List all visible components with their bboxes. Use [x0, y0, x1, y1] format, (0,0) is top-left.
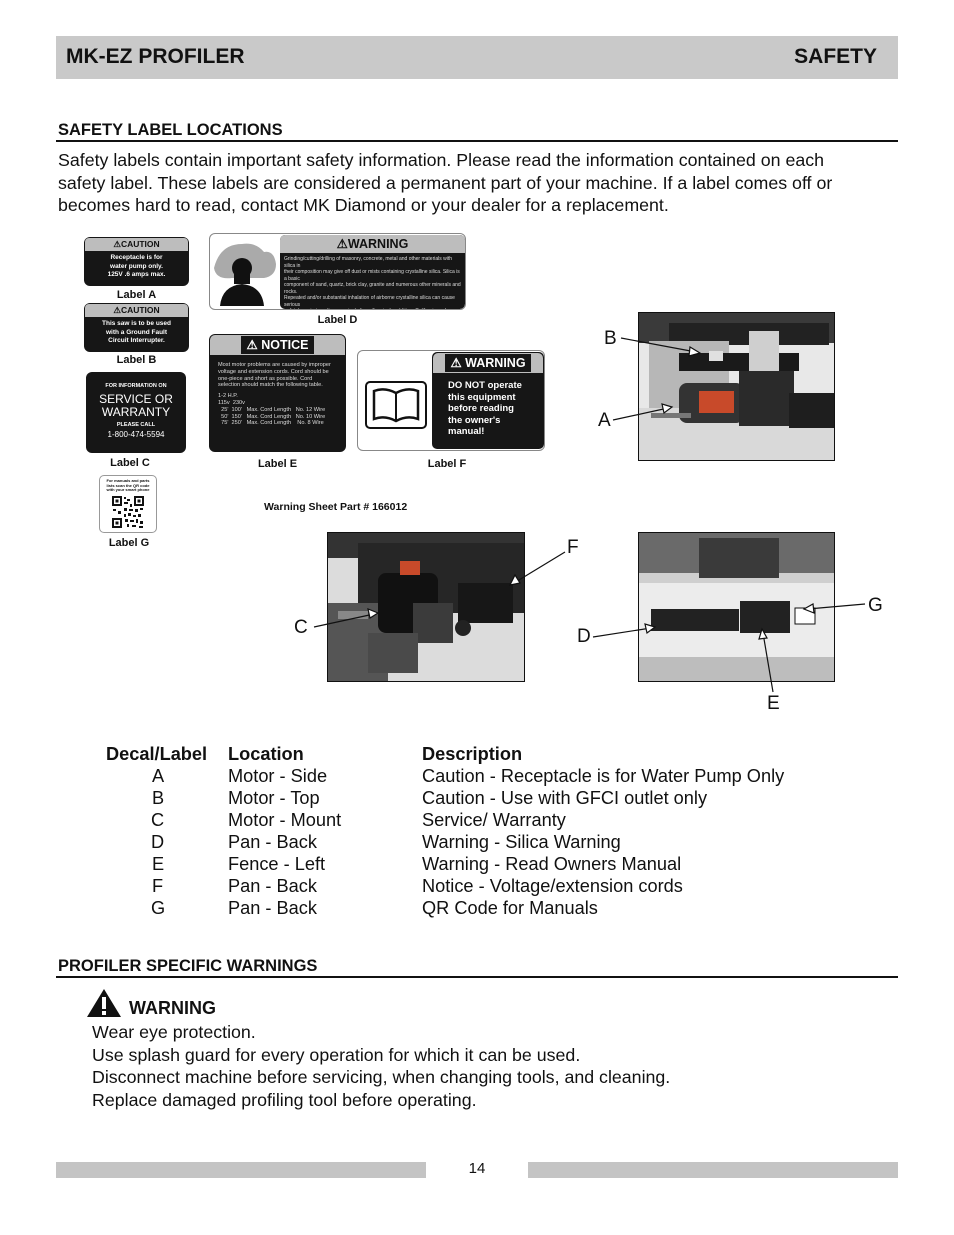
- label-e-col: 115v: [218, 399, 230, 406]
- label-f-line: DO NOT operate: [448, 380, 522, 391]
- label-e-col: 230v: [232, 399, 245, 406]
- label-b-line: with a Ground Fault: [105, 328, 168, 336]
- label-d-head: ⚠WARNING: [280, 235, 465, 253]
- label-a-line: Receptacle is for: [110, 254, 163, 261]
- header-title: MK-EZ PROFILER: [66, 45, 245, 68]
- photo-letter-d: D: [577, 626, 591, 647]
- label-e-hp: 1-2 H.P.: [218, 393, 238, 400]
- warning-list: [92, 1021, 670, 1111]
- warning-line: Use splash guard for every operation for which it can be used.: [92, 1044, 581, 1065]
- label-b-head: ⚠CAUTION: [85, 304, 188, 317]
- section-rule: [56, 976, 898, 978]
- warning-triangle-icon: ⚠: [113, 305, 121, 315]
- warning-triangle-icon: ⚠: [336, 237, 348, 251]
- page-number: 14: [468, 1160, 486, 1177]
- label-f-line: manual!: [448, 426, 485, 437]
- photo-letter-a: A: [598, 410, 611, 431]
- table-header: Decal/Label: [106, 744, 208, 764]
- table-header: Location: [228, 744, 304, 764]
- label-c-phone: 1-800-474-5594: [107, 430, 165, 439]
- label-a-head: ⚠CAUTION: [85, 238, 188, 251]
- label-b-line: This saw is to be used: [102, 320, 171, 327]
- label-g-line: For manuals and parts: [106, 478, 150, 483]
- intro-line: safety label. These labels are considered a permanent part of your machine. If a label comes off or: [58, 172, 833, 193]
- label-f-line: the owner's: [448, 414, 501, 426]
- label-e-text: voltage and extension cords. Cord should be: [218, 368, 329, 375]
- label-g-line: lists scan the QR code: [106, 482, 150, 488]
- warning-line: Disconnect machine before servicing, when changing tools, and cleaning.: [92, 1067, 671, 1087]
- photo-letter-f: F: [567, 537, 579, 558]
- label-f-line: this equipment: [448, 391, 516, 403]
- label-e-decal: ⚠ NOTICE Most motor problems are caused by improper voltage and extension cords. Cord should be one-piece and short as possible. Cord selection should match the following table. 1-2 H.P. 115v 230v 25' 100' Max. Cord Length No. 12 Wire 50' 150' Max. Cord Length No. 10 Wire 75' 250' Max. Cord Length No. 8 Wire: [209, 334, 346, 452]
- label-c-service: SERVICE OR: [99, 392, 173, 406]
- footer-bar-right: [528, 1162, 898, 1178]
- label-b-caption: Label B: [116, 354, 157, 366]
- label-d-text: Repeated and/or substantial inhalation of airborne crystalline silica can cause serious: [284, 295, 455, 308]
- label-g-line: with your smart phone: [106, 487, 150, 493]
- photo-letter-e: E: [767, 693, 780, 714]
- label-c-please: PLEASE CALL: [116, 422, 156, 428]
- warning-sheet-part: Warning Sheet Part # 166012: [264, 501, 408, 513]
- section-title-profiler-warnings: PROFILER SPECIFIC WARNINGS: [58, 957, 318, 975]
- photo-letter-c: C: [294, 617, 308, 638]
- label-e-caption: Label E: [257, 458, 298, 470]
- label-e-head: ⚠ NOTICE: [241, 336, 315, 354]
- section-title-label-locations: SAFETY LABEL LOCATIONS: [58, 121, 283, 139]
- label-f-head: ⚠ WARNING: [445, 354, 530, 372]
- decal-table: Decal/Label Location Description A Motor - Side Caution - Receptacle is for Water Pump Only B Motor - Top Caution - Use with GFCI outlet only C Motor - Mount Service/ Warranty D Pan - Back Warning - Silica Warning E Fence - Left Warning - Read Owners Manual F Pan - Back Notice - Voltage/extension cords G Pan - Back QR Code for Manuals: [106, 744, 785, 918]
- label-a-line: water pump only.: [110, 262, 163, 270]
- intro-line: Safety labels contain important safety information. Please read the information contained on each: [58, 150, 825, 170]
- warning-triangle-icon: [86, 988, 122, 1018]
- label-c-warranty: WARRANTY: [101, 405, 171, 419]
- label-b-line: Circuit Interrupter.: [108, 337, 165, 344]
- label-d-text: component of sand, quartz, brick clay, granite and numerous other minerals and rocks.: [284, 282, 461, 295]
- label-e-text: selection should match the following table.: [218, 382, 323, 389]
- label-d-text: Grinding/cutting/drilling of masonry, concrete, metal and other materials with silica in: [284, 256, 453, 269]
- label-a-caption: Label A: [116, 289, 157, 301]
- warning-line: Replace damaged profiling tool before operating.: [92, 1089, 477, 1110]
- header-section: SAFETY: [794, 45, 877, 68]
- label-c-top: FOR INFORMATION ON: [105, 383, 167, 389]
- label-a-line: 125V .6 amps max.: [107, 271, 166, 278]
- label-e-text: one-piece and short as possible. Cord: [218, 375, 313, 382]
- table-header: Description: [422, 744, 523, 764]
- footer-bar-left: [56, 1162, 426, 1178]
- warning-heading: WARNING: [129, 998, 216, 1018]
- intro-line: becomes hard to read, contact MK Diamond or your dealer for a replacement.: [58, 195, 669, 216]
- warning-triangle-icon: ⚠: [113, 239, 121, 249]
- warning-line: Wear eye protection.: [92, 1022, 256, 1042]
- photo-letter-g: G: [868, 595, 883, 616]
- label-e-text: Most motor problems are caused by improper: [218, 362, 331, 368]
- photo-letter-b: B: [604, 328, 617, 349]
- label-f-caption: Label F: [427, 458, 467, 470]
- label-d-caption: Label D: [317, 314, 358, 326]
- label-c-caption: Label C: [110, 457, 150, 469]
- label-g-caption: Label G: [108, 537, 150, 549]
- label-d-text: their composition may give off dust or mists containing crystalline silica. Silica is a basic: [284, 269, 460, 282]
- label-f-line: before reading: [448, 403, 514, 414]
